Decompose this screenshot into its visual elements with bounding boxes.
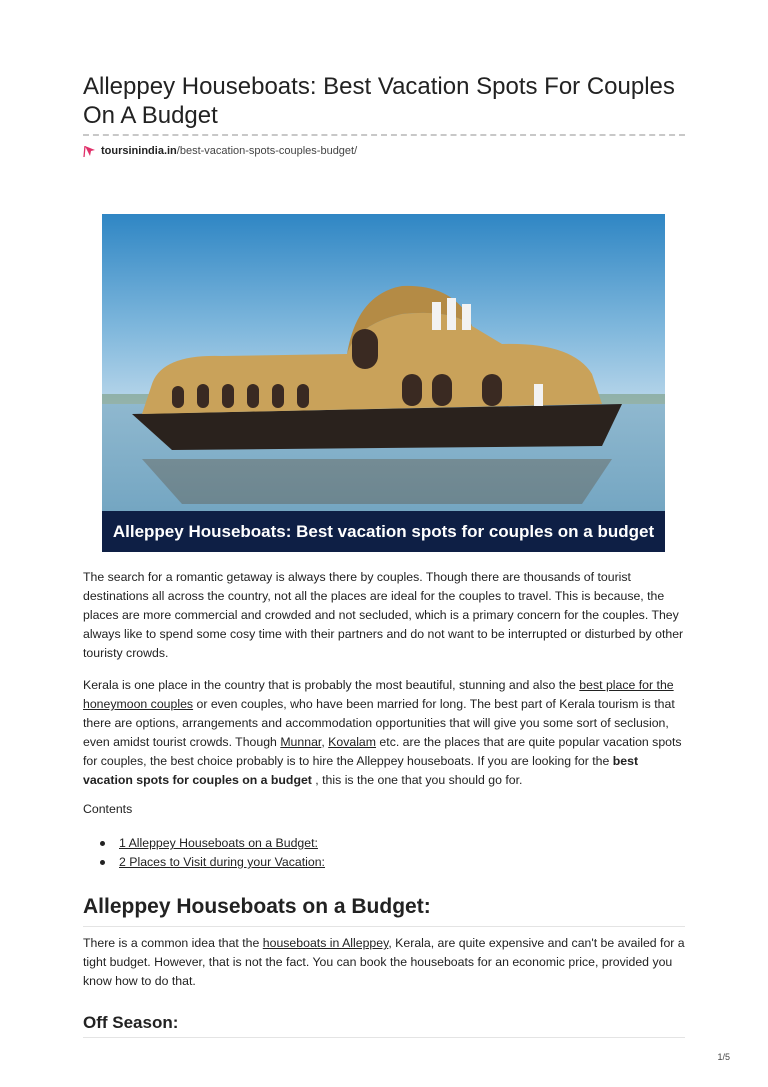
intro-paragraph: The search for a romantic getaway is always there by couples. Though there are thousands of tourist destinations all across the country, not all the places are ideal for the couples to travel. This is because, the places are more commercial and crowded and not secluded, which is a primary concern for the couples. They always like to spend some cosy time with their partners and do not want to be interrupted or disturbed by other touristy crowds. [83, 570, 684, 660]
hero-caption: Alleppey Houseboats: Best vacation spots for couples on a budget [102, 511, 665, 552]
pin-icon [83, 144, 97, 158]
toc-item [100, 853, 325, 872]
text-segment: etc. are the places that are quite popular vacation spots for couples, the best choice probably is to hire the Alleppey houseboats. If you are looking for the [83, 735, 682, 768]
bullet-icon [100, 860, 105, 865]
section-heading: Alleppey Houseboats on a Budget: [83, 895, 431, 918]
text-segment: or even couples, who have been married for long. The best part of Kerala tourism is that there are options, arrangements and accommodation opportunities that will give you some sort of seclusion, even amidst tourist crowds. Though [83, 697, 675, 749]
hero-image [102, 214, 665, 552]
source-path[interactable]: /best-vacation-spots-couples-budget/ [176, 145, 358, 157]
houseboats-link[interactable]: houseboats in Alleppey [262, 936, 389, 950]
honeymoon-link[interactable]: best place for the honeymoon couples [83, 678, 674, 711]
source-line [83, 144, 357, 158]
kovalam-link[interactable]: Kovalam [328, 735, 377, 749]
section-divider [83, 926, 685, 927]
text-segment: There is a common idea that the [83, 936, 263, 950]
article-title: Alleppey Houseboats: Best Vacation Spots For Couples On A Budget [83, 73, 675, 129]
source-domain[interactable]: toursinindia.in [101, 145, 177, 157]
title-divider [83, 134, 685, 136]
subsection-heading: Off Season: [83, 1013, 179, 1032]
toc-link-2[interactable]: 2 Places to Visit during your Vacation: [119, 855, 325, 869]
budget-paragraph [83, 934, 689, 991]
toc-link-1[interactable]: 1 Alleppey Houseboats on a Budget: [119, 836, 318, 850]
kerala-paragraph [83, 676, 689, 790]
houseboat-illustration [102, 214, 665, 552]
bold-phrase: best vacation spots for couples on a budget [83, 754, 639, 787]
munnar-link[interactable]: Munnar [280, 735, 322, 749]
toc-item [100, 834, 325, 853]
text-segment: Kerala is one place in the country that is probably the most beautiful, stunning and also the [83, 678, 580, 692]
subsection-divider [83, 1037, 685, 1038]
text-segment: , Kerala, are quite expensive and can't be availed for a tight budget. However, that is not the fact. You can book the houseboats for an economic price, provided you know how to do that. [83, 936, 685, 988]
text-segment: , [321, 735, 329, 749]
page-number: 1/5 [717, 1052, 730, 1062]
bullet-icon [100, 841, 105, 846]
table-of-contents [100, 834, 325, 872]
contents-label: Contents [83, 802, 133, 816]
text-segment: , this is the one that you should go for. [311, 773, 523, 787]
